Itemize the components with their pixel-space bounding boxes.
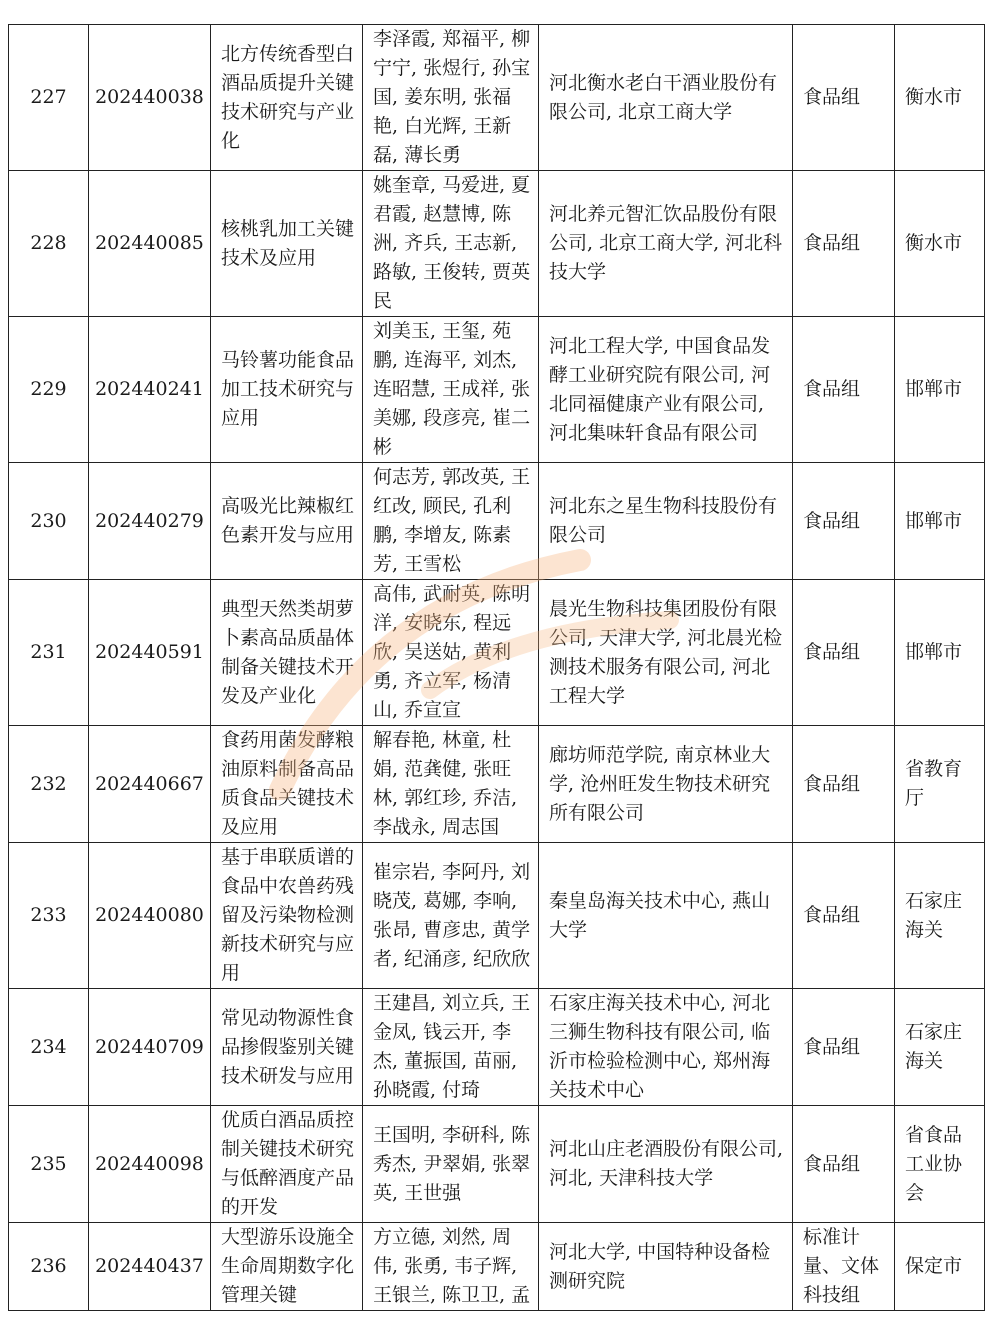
contributors: 崔宗岩, 李阿丹, 刘晓茂, 葛娜, 李响, 张昂, 曹彦忠, 黄学者, 纪涌彦, 纪欣欣 [363,843,539,989]
nominating-unit: 衡水市 [895,171,985,317]
project-code: 202440038 [89,25,211,171]
nominating-unit: 衡水市 [895,25,985,171]
row-number: 236 [9,1223,89,1311]
organizations: 河北养元智汇饮品股份有限公司, 北京工商大学, 河北科技大学 [539,171,793,317]
project-code: 202440241 [89,317,211,463]
review-group: 食品组 [793,726,895,843]
project-title: 马铃薯功能食品加工技术研究与应用 [211,317,363,463]
organizations: 石家庄海关技术中心, 河北三狮生物科技有限公司, 临沂市检验检测中心, 郑州海关技术中心 [539,989,793,1106]
project-title: 大型游乐设施全生命周期数字化管理关键 [211,1223,363,1311]
row-number: 233 [9,843,89,989]
review-group: 食品组 [793,1106,895,1223]
contributors: 王建昌, 刘立兵, 王金凤, 钱云开, 李杰, 董振国, 苗丽, 孙晓霞, 付琦 [363,989,539,1106]
project-title: 北方传统香型白酒品质提升关键技术研究与产业化 [211,25,363,171]
organizations: 河北工程大学, 中国食品发酵工业研究院有限公司, 河北同福健康产业有限公司, 河北集味轩食品有限公司 [539,317,793,463]
organizations: 晨光生物科技集团股份有限公司, 天津大学, 河北晨光检测技术服务有限公司, 河北工程大学 [539,580,793,726]
table-row [9,580,985,726]
project-code: 202440437 [89,1223,211,1311]
nominating-unit: 石家庄海关 [895,989,985,1106]
table-row [9,843,985,989]
review-group: 食品组 [793,171,895,317]
contributors: 姚奎章, 马爱进, 夏君霞, 赵慧博, 陈洲, 齐兵, 王志新, 路敏, 王俊转, 贾英民 [363,171,539,317]
organizations: 河北大学, 中国特种设备检测研究院 [539,1223,793,1311]
project-code: 202440591 [89,580,211,726]
table-row [9,171,985,317]
project-code: 202440709 [89,989,211,1106]
review-group: 食品组 [793,580,895,726]
table-row [9,1106,985,1223]
table-row [9,1223,985,1311]
table-row [9,989,985,1106]
nominating-unit: 保定市 [895,1223,985,1311]
review-group: 标准计量、文体科技组 [793,1223,895,1311]
contributors: 王国明, 李研科, 陈秀杰, 尹翠娟, 张翠英, 王世强 [363,1106,539,1223]
project-code: 202440085 [89,171,211,317]
row-number: 230 [9,463,89,580]
project-title: 优质白酒品质控制关键技术研究与低醉酒度产品的开发 [211,1106,363,1223]
project-code: 202440080 [89,843,211,989]
nominating-unit: 石家庄海关 [895,843,985,989]
row-number: 228 [9,171,89,317]
nominating-unit: 邯郸市 [895,463,985,580]
contributors: 方立德, 刘然, 周伟, 张勇, 韦子辉, 王银兰, 陈卫卫, 孟 [363,1223,539,1311]
row-number: 229 [9,317,89,463]
review-group: 食品组 [793,843,895,989]
row-number: 235 [9,1106,89,1223]
table-row [9,317,985,463]
project-title: 食药用菌发酵粮油原料制备高品质食品关键技术及应用 [211,726,363,843]
project-code: 202440667 [89,726,211,843]
nominating-unit: 省教育厅 [895,726,985,843]
project-title: 高吸光比辣椒红色素开发与应用 [211,463,363,580]
row-number: 231 [9,580,89,726]
results-table-page [8,24,984,1311]
contributors: 刘美玉, 王玺, 苑鹏, 连海平, 刘杰, 连昭慧, 王成祥, 张美娜, 段彦亮, 崔二彬 [363,317,539,463]
review-group: 食品组 [793,463,895,580]
nominating-unit: 邯郸市 [895,317,985,463]
contributors: 解春艳, 林童, 杜娟, 范龚健, 张旺林, 郭红珍, 乔洁, 李战永, 周志国 [363,726,539,843]
project-code: 202440098 [89,1106,211,1223]
review-group: 食品组 [793,989,895,1106]
row-number: 232 [9,726,89,843]
row-number: 234 [9,989,89,1106]
review-group: 食品组 [793,25,895,171]
review-group: 食品组 [793,317,895,463]
project-title: 典型天然类胡萝卜素高品质晶体制备关键技术开发及产业化 [211,580,363,726]
row-number: 227 [9,25,89,171]
table-row [9,463,985,580]
organizations: 河北山庄老酒股份有限公司, 河北, 天津科技大学 [539,1106,793,1223]
table-row [9,25,985,171]
organizations: 廊坊师范学院, 南京林业大学, 沧州旺发生物技术研究所有限公司 [539,726,793,843]
organizations: 河北衡水老白干酒业股份有限公司, 北京工商大学 [539,25,793,171]
table-row [9,726,985,843]
organizations: 秦皇岛海关技术中心, 燕山大学 [539,843,793,989]
organizations: 河北东之星生物科技股份有限公司 [539,463,793,580]
contributors: 何志芳, 郭改英, 王红改, 顾民, 孔利鹏, 李增友, 陈素芳, 王雪松 [363,463,539,580]
award-results-table [8,24,985,1311]
contributors: 李泽霞, 郑福平, 柳宁宁, 张煜行, 孙宝国, 姜东明, 张福艳, 白光辉, 王新磊, 薄长勇 [363,25,539,171]
project-title: 核桃乳加工关键技术及应用 [211,171,363,317]
contributors: 高伟, 武耐英, 陈明洋, 安晓东, 程远欣, 吴送姑, 黄利勇, 齐立军, 杨清山, 乔宣宣 [363,580,539,726]
project-code: 202440279 [89,463,211,580]
project-title: 基于串联质谱的食品中农兽药残留及污染物检测新技术研究与应用 [211,843,363,989]
project-title: 常见动物源性食品掺假鉴别关键技术研发与应用 [211,989,363,1106]
nominating-unit: 省食品工业协会 [895,1106,985,1223]
nominating-unit: 邯郸市 [895,580,985,726]
